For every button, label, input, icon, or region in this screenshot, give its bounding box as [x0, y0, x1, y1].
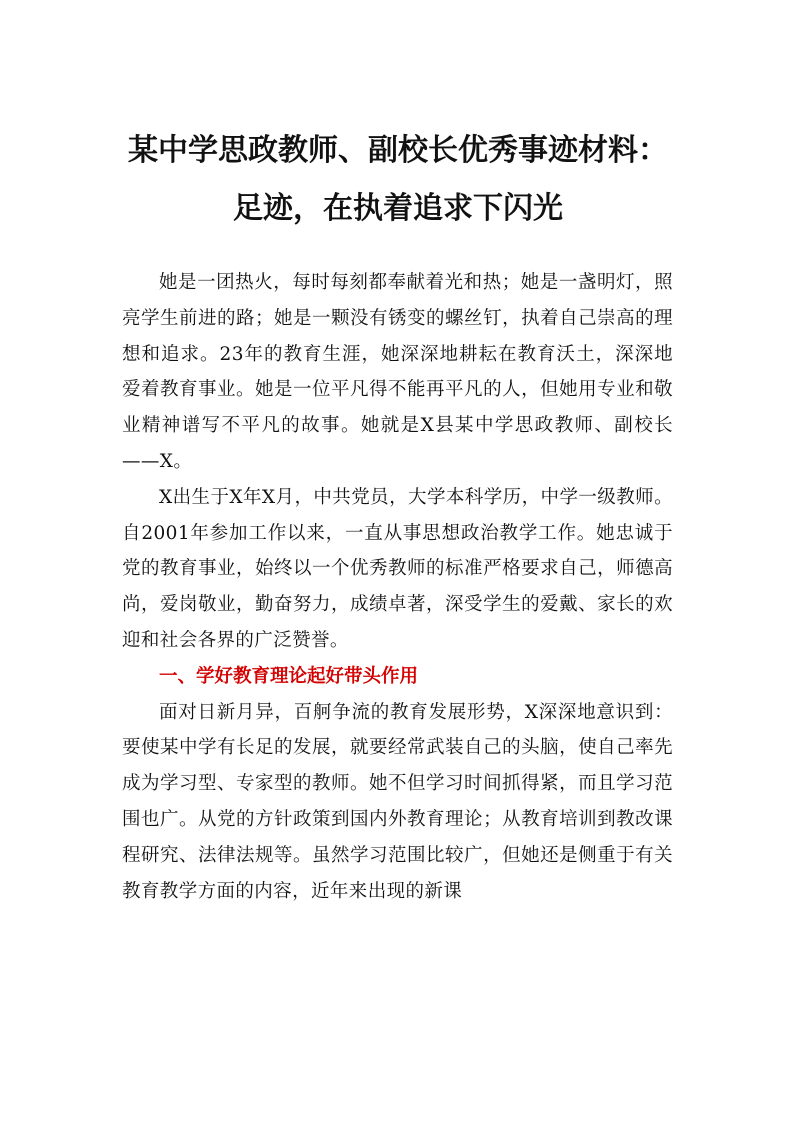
document-title: 某中学思政教师、副校长优秀事迹材料：足迹，在执着追求下闪光: [128, 133, 668, 226]
intro-paragraph: 她是一团热火，每时每刻都奉献着光和热；她是一盏明灯，照亮学生前进的路；她是一颗没有锈变的螺丝钉，执着自己崇高的理想和追求。23年的教育生涯，她深深地耕耘在教育沃土，深深地爱着教育事业。她是一位平凡得不能再平凡的人，但她用专业和敬业精神谱写不平凡的故事。她就是X县某中学思政教师、副校长——X。: [122, 272, 673, 472]
section-heading: 一、学好教育理论起好带头作用: [159, 665, 419, 687]
document-body: [122, 265, 673, 909]
biography-paragraph: X出生于X年X月，中共党员，大学本科学历，中学一级教师。自2001年参加工作以来，一直从事思想政治教学工作。她忠诚于党的教育事业，始终以一个优秀教师的标准严格要求自己，师德高尚，爱岗敬业，勤奋努力，成绩卓著，深受学生的爱戴、家长的欢迎和社会各界的广泛赞誉。: [122, 486, 673, 651]
section-paragraph: 面对日新月异，百舸争流的教育发展形势，X深深地意识到：要使某中学有长足的发展，就要经常武装自己的头脑，使自己率先成为学习型、专家型的教师。她不但学习时间抓得紧，而且学习范围也广。从党的方针政策到国内外教育理论；从教育培训到教改课程研究、法律法规等。虽然学习范围比较广，但她还是侧重于有关教育教学方面的内容，近年来出现的新课: [122, 701, 673, 902]
